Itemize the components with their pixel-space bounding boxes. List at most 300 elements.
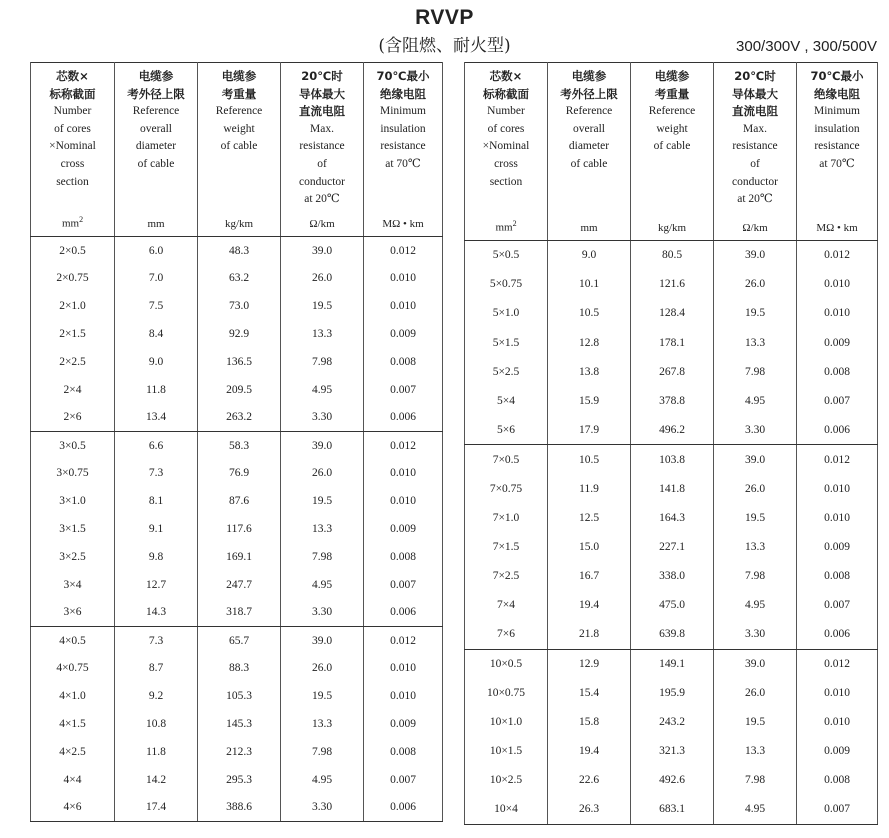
- header-en-line: Reference: [565, 105, 613, 118]
- header-en-line: of cores: [54, 122, 91, 135]
- cell-conductor-resistance: 39.0: [714, 649, 797, 678]
- cell-cable-weight: 378.8: [631, 386, 714, 415]
- header-cable-weight: [198, 63, 281, 237]
- cell-cable-weight: 87.6: [198, 487, 281, 515]
- cell-overall-diameter: 12.5: [548, 503, 631, 532]
- header-en-line: weight: [223, 122, 255, 135]
- table-row: [465, 503, 878, 532]
- header-en-line: conductor: [732, 175, 778, 188]
- header-en-line: at 70℃: [819, 157, 855, 170]
- cell-insulation-resistance: 0.009: [797, 737, 878, 766]
- table-row: [465, 386, 878, 415]
- cell-conductor-resistance: 3.30: [714, 416, 797, 445]
- cell-cable-weight: 65.7: [198, 627, 281, 655]
- cell-insulation-resistance: 0.010: [364, 459, 443, 487]
- cell-cores-section: 5×1.0: [465, 299, 548, 328]
- header-insulation-resistance: [797, 63, 878, 241]
- header-text: [31, 63, 114, 191]
- cell-cores-section: 3×0.5: [31, 432, 115, 460]
- header-zh-line: 直流电阻: [732, 104, 778, 119]
- cell-cable-weight: 73.0: [198, 292, 281, 320]
- table-row: [31, 459, 443, 487]
- cell-overall-diameter: 15.0: [548, 532, 631, 561]
- header-overall-diameter: [115, 63, 198, 237]
- cell-insulation-resistance: 0.009: [364, 515, 443, 543]
- cell-overall-diameter: 10.5: [548, 445, 631, 474]
- cell-insulation-resistance: 0.006: [797, 620, 878, 649]
- cell-cores-section: 7×2.5: [465, 562, 548, 591]
- cell-insulation-resistance: 0.009: [797, 532, 878, 561]
- cell-cable-weight: 243.2: [631, 708, 714, 737]
- cell-insulation-resistance: 0.010: [797, 503, 878, 532]
- cell-insulation-resistance: 0.012: [797, 649, 878, 678]
- cell-insulation-resistance: 0.007: [797, 795, 878, 824]
- unit-text: MΩ • km: [816, 222, 858, 234]
- cell-cores-section: 2×2.5: [31, 348, 115, 376]
- cell-overall-diameter: 14.2: [115, 766, 198, 794]
- cell-conductor-resistance: 26.0: [281, 459, 364, 487]
- table-row: [31, 738, 443, 766]
- cell-conductor-resistance: 3.30: [281, 599, 364, 627]
- cell-overall-diameter: 22.6: [548, 766, 631, 795]
- header-zh-line: 芯数×: [489, 69, 523, 83]
- cell-overall-diameter: 10.8: [115, 710, 198, 738]
- header-cores-section: [465, 63, 548, 241]
- cell-conductor-resistance: 7.98: [281, 738, 364, 766]
- cell-cable-weight: 63.2: [198, 264, 281, 292]
- header-en-line: of cable: [137, 157, 175, 170]
- table-row: [31, 794, 443, 822]
- header-zh-line: 70℃最小: [810, 69, 864, 83]
- cell-overall-diameter: 11.8: [115, 738, 198, 766]
- cell-cores-section: 2×1.5: [31, 320, 115, 348]
- header-conductor-resistance: [281, 63, 364, 237]
- cell-insulation-resistance: 0.010: [364, 487, 443, 515]
- cell-insulation-resistance: 0.009: [797, 328, 878, 357]
- header-zh-line: 考重量: [221, 86, 257, 101]
- header-en-line: Minimum: [813, 105, 860, 118]
- cell-conductor-resistance: 7.98: [714, 357, 797, 386]
- cell-cable-weight: 117.6: [198, 515, 281, 543]
- table-row: [465, 795, 878, 824]
- cell-conductor-resistance: 3.30: [714, 620, 797, 649]
- cell-overall-diameter: 17.9: [548, 416, 631, 445]
- header-en-line: at 20℃: [304, 193, 340, 206]
- header-en-line: Reference: [648, 105, 696, 118]
- table-row: [465, 299, 878, 328]
- header-en-line: overall: [140, 122, 172, 135]
- cell-conductor-resistance: 4.95: [281, 766, 364, 794]
- cell-overall-diameter: 12.9: [548, 649, 631, 678]
- cell-insulation-resistance: 0.012: [364, 237, 443, 265]
- cell-cores-section: 10×1.5: [465, 737, 548, 766]
- table-row: [31, 766, 443, 794]
- header-en-line: Minimum: [379, 105, 426, 118]
- cell-overall-diameter: 19.4: [548, 591, 631, 620]
- header-unit: [364, 218, 442, 230]
- header-zh-line: 导体最大: [299, 86, 345, 101]
- table-row: [31, 654, 443, 682]
- table-row: [465, 416, 878, 445]
- cell-conductor-resistance: 39.0: [714, 241, 797, 270]
- cell-overall-diameter: 12.8: [548, 328, 631, 357]
- table-row: [465, 766, 878, 795]
- cell-conductor-resistance: 4.95: [714, 795, 797, 824]
- cell-cable-weight: 76.9: [198, 459, 281, 487]
- cell-cable-weight: 338.0: [631, 562, 714, 591]
- cell-conductor-resistance: 7.98: [281, 543, 364, 571]
- header-unit: [115, 218, 197, 230]
- cell-overall-diameter: 7.3: [115, 627, 198, 655]
- unit-text: MΩ • km: [382, 218, 424, 230]
- header-text: [198, 63, 280, 156]
- cell-insulation-resistance: 0.007: [797, 386, 878, 415]
- header-zh-line: 考重量: [654, 86, 690, 101]
- header-zh-line: 芯数×: [56, 69, 89, 83]
- cell-insulation-resistance: 0.009: [364, 320, 443, 348]
- cell-cable-weight: 121.6: [631, 270, 714, 299]
- cell-overall-diameter: 9.0: [548, 241, 631, 270]
- cell-cable-weight: 178.1: [631, 328, 714, 357]
- spec-table-right: [464, 62, 878, 825]
- header-en-line: overall: [573, 122, 605, 135]
- header-zh-line: 直流电阻: [299, 104, 345, 119]
- cell-conductor-resistance: 13.3: [714, 532, 797, 561]
- header-text: [714, 63, 796, 209]
- cell-cable-weight: 683.1: [631, 795, 714, 824]
- header-zh-line: 考外径上限: [560, 86, 618, 101]
- cell-cores-section: 10×2.5: [465, 766, 548, 795]
- header-en-line: insulation: [814, 122, 860, 135]
- cell-cable-weight: 103.8: [631, 445, 714, 474]
- unit-superscript: 2: [512, 219, 517, 229]
- cell-cores-section: 2×0.75: [31, 264, 115, 292]
- cell-insulation-resistance: 0.012: [364, 432, 443, 460]
- cell-cable-weight: 318.7: [198, 599, 281, 627]
- cell-cores-section: 4×0.75: [31, 654, 115, 682]
- header-en-line: resistance: [814, 140, 860, 153]
- cell-insulation-resistance: 0.010: [364, 292, 443, 320]
- cell-overall-diameter: 8.7: [115, 654, 198, 682]
- cell-overall-diameter: 11.8: [115, 376, 198, 404]
- cell-cores-section: 10×0.75: [465, 678, 548, 707]
- cell-insulation-resistance: 0.012: [364, 627, 443, 655]
- cell-overall-diameter: 7.3: [115, 459, 198, 487]
- cell-insulation-resistance: 0.006: [364, 794, 443, 822]
- header-zh-line: 绝缘电阻: [380, 86, 426, 101]
- header-en-line: cross: [60, 157, 85, 170]
- cell-conductor-resistance: 4.95: [714, 386, 797, 415]
- cell-insulation-resistance: 0.010: [797, 678, 878, 707]
- header-en-line: of cable: [570, 157, 608, 170]
- page-subtitle: (含阻燃、耐火型): [378, 36, 511, 56]
- cell-conductor-resistance: 7.98: [714, 562, 797, 591]
- header-zh-line: 考外径上限: [127, 86, 185, 101]
- header-zh-line: 20℃时: [734, 69, 776, 83]
- cell-conductor-resistance: 3.30: [281, 404, 364, 432]
- table-row: [465, 562, 878, 591]
- cell-cores-section: 5×4: [465, 386, 548, 415]
- cell-overall-diameter: 6.6: [115, 432, 198, 460]
- header-en-line: Max.: [743, 122, 767, 135]
- header-en-line: of cable: [653, 140, 691, 153]
- unit-text: mm: [61, 218, 80, 230]
- cell-cores-section: 4×0.5: [31, 627, 115, 655]
- header-zh-line: 标称截面: [49, 86, 96, 101]
- cell-cores-section: 7×0.75: [465, 474, 548, 503]
- header-insulation-resistance: [364, 63, 443, 237]
- table-body: [31, 237, 443, 822]
- cell-cores-section: 5×0.5: [465, 241, 548, 270]
- cell-cable-weight: 639.8: [631, 620, 714, 649]
- cell-conductor-resistance: 19.5: [714, 299, 797, 328]
- cell-cores-section: 5×6: [465, 416, 548, 445]
- unit-text: Ω/km: [742, 222, 768, 234]
- cell-conductor-resistance: 13.3: [714, 737, 797, 766]
- cell-overall-diameter: 17.4: [115, 794, 198, 822]
- header-en-line: resistance: [299, 140, 345, 153]
- cell-conductor-resistance: 26.0: [714, 474, 797, 503]
- cell-conductor-resistance: 26.0: [281, 654, 364, 682]
- table-row: [31, 320, 443, 348]
- cell-cable-weight: 388.6: [198, 794, 281, 822]
- cell-overall-diameter: 10.5: [548, 299, 631, 328]
- cell-cable-weight: 92.9: [198, 320, 281, 348]
- table-row: [31, 404, 443, 432]
- header-en-line: at 20℃: [737, 193, 773, 206]
- cell-conductor-resistance: 19.5: [281, 682, 364, 710]
- table-row: [31, 376, 443, 404]
- cell-cores-section: 4×1.0: [31, 682, 115, 710]
- cell-insulation-resistance: 0.008: [797, 766, 878, 795]
- unit-text: kg/km: [657, 222, 687, 234]
- cell-conductor-resistance: 13.3: [281, 515, 364, 543]
- cell-cores-section: 7×6: [465, 620, 548, 649]
- table-row: [31, 599, 443, 627]
- cell-insulation-resistance: 0.006: [797, 416, 878, 445]
- spec-table-left: [30, 62, 443, 822]
- cell-cores-section: 4×6: [31, 794, 115, 822]
- cell-insulation-resistance: 0.007: [364, 766, 443, 794]
- header-en-line: ×Nominal: [482, 140, 530, 153]
- table-row: [465, 620, 878, 649]
- cell-insulation-resistance: 0.007: [364, 571, 443, 599]
- cell-cable-weight: 209.5: [198, 376, 281, 404]
- header-en-line: insulation: [380, 122, 426, 135]
- header-en-line: at 70℃: [385, 157, 421, 170]
- cell-insulation-resistance: 0.012: [797, 241, 878, 270]
- cell-cable-weight: 267.8: [631, 357, 714, 386]
- cell-cable-weight: 145.3: [198, 710, 281, 738]
- cell-insulation-resistance: 0.012: [797, 445, 878, 474]
- header-overall-diameter: [548, 63, 631, 241]
- table-row: [31, 487, 443, 515]
- cell-conductor-resistance: 39.0: [281, 627, 364, 655]
- header-text: [465, 63, 547, 191]
- table-row: [31, 237, 443, 265]
- header-en-line: of: [750, 157, 760, 170]
- cell-cores-section: 7×4: [465, 591, 548, 620]
- unit-text: kg/km: [224, 218, 254, 230]
- cell-overall-diameter: 8.4: [115, 320, 198, 348]
- unit-text: mm: [147, 218, 165, 230]
- cell-insulation-resistance: 0.008: [797, 357, 878, 386]
- cell-cable-weight: 136.5: [198, 348, 281, 376]
- cell-insulation-resistance: 0.010: [797, 270, 878, 299]
- header-unit: [281, 218, 363, 230]
- cell-insulation-resistance: 0.010: [364, 264, 443, 292]
- header-en-line: Number: [487, 105, 525, 118]
- header-zh-line: 70℃最小: [376, 69, 430, 83]
- cell-cores-section: 10×0.5: [465, 649, 548, 678]
- cell-cores-section: 4×2.5: [31, 738, 115, 766]
- header-en-line: of cable: [220, 140, 258, 153]
- table-row: [31, 710, 443, 738]
- table-row: [465, 591, 878, 620]
- cell-cores-section: 2×6: [31, 404, 115, 432]
- header-en-line: Max.: [310, 122, 334, 135]
- header-en-line: diameter: [135, 140, 177, 153]
- header-unit: [548, 222, 630, 234]
- table-row: [465, 357, 878, 386]
- cell-conductor-resistance: 13.3: [714, 328, 797, 357]
- header-en-line: weight: [656, 122, 688, 135]
- cell-cable-weight: 149.1: [631, 649, 714, 678]
- cell-cores-section: 7×1.0: [465, 503, 548, 532]
- header-en-line: ×Nominal: [49, 140, 96, 153]
- cell-cable-weight: 48.3: [198, 237, 281, 265]
- cell-overall-diameter: 15.8: [548, 708, 631, 737]
- cell-cable-weight: 492.6: [631, 766, 714, 795]
- cell-overall-diameter: 14.3: [115, 599, 198, 627]
- cell-overall-diameter: 13.4: [115, 404, 198, 432]
- cell-overall-diameter: 6.0: [115, 237, 198, 265]
- cell-cable-weight: 263.2: [198, 404, 281, 432]
- header-unit: [31, 215, 114, 230]
- cell-overall-diameter: 9.2: [115, 682, 198, 710]
- cell-conductor-resistance: 39.0: [281, 432, 364, 460]
- cell-cable-weight: 295.3: [198, 766, 281, 794]
- cell-cores-section: 7×1.5: [465, 532, 548, 561]
- header-zh-line: 绝缘电阻: [814, 86, 860, 101]
- cell-cable-weight: 227.1: [631, 532, 714, 561]
- cell-conductor-resistance: 26.0: [281, 264, 364, 292]
- header-en-line: resistance: [732, 140, 778, 153]
- table-row: [465, 737, 878, 766]
- header-cable-weight: [631, 63, 714, 241]
- page-title: RVVP: [415, 6, 474, 29]
- table-row: [31, 627, 443, 655]
- cell-conductor-resistance: 19.5: [714, 503, 797, 532]
- table-row: [31, 543, 443, 571]
- header-zh-line: 导体最大: [732, 86, 778, 101]
- cell-insulation-resistance: 0.008: [364, 738, 443, 766]
- cell-cable-weight: 105.3: [198, 682, 281, 710]
- header-unit: [465, 219, 547, 234]
- cell-insulation-resistance: 0.010: [797, 474, 878, 503]
- cell-overall-diameter: 7.0: [115, 264, 198, 292]
- header-zh-line: 20℃时: [301, 69, 343, 83]
- header-en-line: of: [317, 157, 327, 170]
- cell-cable-weight: 164.3: [631, 503, 714, 532]
- unit-text: mm: [580, 222, 598, 234]
- cell-conductor-resistance: 26.0: [714, 270, 797, 299]
- table-row: [465, 241, 878, 270]
- cell-conductor-resistance: 7.98: [714, 766, 797, 795]
- cell-cable-weight: 195.9: [631, 678, 714, 707]
- table-header: [465, 63, 878, 241]
- table-row: [31, 515, 443, 543]
- header-text: [548, 63, 630, 174]
- cell-conductor-resistance: 13.3: [281, 710, 364, 738]
- header-en-line: section: [56, 175, 89, 188]
- cell-conductor-resistance: 7.98: [281, 348, 364, 376]
- cell-cores-section: 3×1.0: [31, 487, 115, 515]
- cell-cable-weight: 496.2: [631, 416, 714, 445]
- table-row: [465, 649, 878, 678]
- cell-overall-diameter: 12.7: [115, 571, 198, 599]
- header-en-line: Number: [53, 105, 92, 118]
- cell-overall-diameter: 11.9: [548, 474, 631, 503]
- header-en-line: cross: [494, 157, 518, 170]
- cell-cores-section: 2×4: [31, 376, 115, 404]
- header-en-line: Reference: [215, 105, 263, 118]
- cell-overall-diameter: 21.8: [548, 620, 631, 649]
- cell-cable-weight: 88.3: [198, 654, 281, 682]
- header-en-line: Reference: [132, 105, 180, 118]
- table-row: [465, 678, 878, 707]
- cell-insulation-resistance: 0.008: [364, 348, 443, 376]
- header-unit: [198, 218, 280, 230]
- cell-cable-weight: 80.5: [631, 241, 714, 270]
- cell-insulation-resistance: 0.007: [364, 376, 443, 404]
- cell-conductor-resistance: 39.0: [714, 445, 797, 474]
- header-text: [281, 63, 363, 209]
- cell-overall-diameter: 9.8: [115, 543, 198, 571]
- cell-conductor-resistance: 3.30: [281, 794, 364, 822]
- cell-cores-section: 3×0.75: [31, 459, 115, 487]
- unit-text: mm: [495, 222, 513, 234]
- header-text: [115, 63, 197, 174]
- header-text: [364, 63, 442, 174]
- cell-insulation-resistance: 0.010: [364, 654, 443, 682]
- cell-insulation-resistance: 0.010: [797, 708, 878, 737]
- table-row: [465, 474, 878, 503]
- cell-conductor-resistance: 39.0: [281, 237, 364, 265]
- cell-cores-section: 5×2.5: [465, 357, 548, 386]
- header-zh-line: 电缆参: [221, 69, 257, 83]
- cell-cable-weight: 212.3: [198, 738, 281, 766]
- header-zh-line: 电缆参: [138, 69, 174, 83]
- unit-superscript: 2: [79, 215, 84, 225]
- header-cores-section: [31, 63, 115, 237]
- header-en-line: section: [489, 175, 523, 188]
- table-row: [31, 571, 443, 599]
- unit-text: Ω/km: [309, 218, 335, 230]
- cell-cores-section: 5×0.75: [465, 270, 548, 299]
- table-row: [465, 328, 878, 357]
- cell-conductor-resistance: 4.95: [281, 571, 364, 599]
- cell-cores-section: 10×4: [465, 795, 548, 824]
- cell-overall-diameter: 9.1: [115, 515, 198, 543]
- table-row: [31, 432, 443, 460]
- cell-overall-diameter: 9.0: [115, 348, 198, 376]
- table-row: [465, 708, 878, 737]
- voltage-rating: 300/300V , 300/500V: [736, 38, 877, 55]
- table-row: [31, 348, 443, 376]
- cell-cores-section: 3×1.5: [31, 515, 115, 543]
- cell-cable-weight: 321.3: [631, 737, 714, 766]
